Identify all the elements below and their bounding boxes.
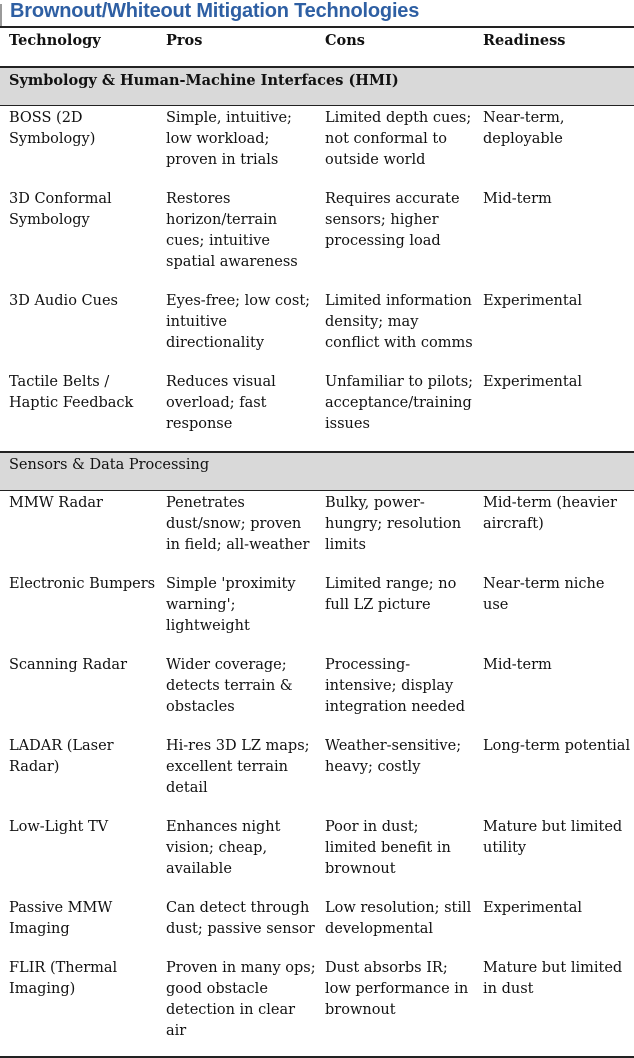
cell-readiness: Experimental [483, 374, 582, 390]
table-row [0, 653, 634, 734]
table-row [0, 491, 634, 573]
cell-readiness: Mid-term [483, 191, 552, 207]
section-header-hmi [0, 67, 634, 106]
cell-readiness: Mid-term [483, 657, 552, 673]
cell-technology: Electronic Bumpers [9, 576, 156, 592]
cell-technology: BOSS (2D Symbology) [9, 110, 96, 147]
cell-technology: Passive MMW Imaging [9, 900, 113, 937]
cell-cons: Limited information density; may conflict with comms [325, 293, 473, 351]
table-row [0, 370, 634, 452]
cell-technology: 3D Conformal Symbology [9, 191, 112, 228]
cell-cons: Limited depth cues; not conformal to outside world [325, 110, 472, 168]
cell-cons: Unfamiliar to pilots; acceptance/training issues [325, 374, 474, 432]
cell-pros: Hi-res 3D LZ maps; excellent terrain detail [166, 738, 310, 796]
section-title: Symbology & Human-Machine Interfaces (HMI) [0, 67, 634, 106]
page-edge-marker [0, 4, 2, 26]
table-row [0, 187, 634, 289]
cell-cons: Limited range; no full LZ picture [325, 576, 457, 613]
header-row [0, 27, 634, 67]
cell-readiness: Experimental [483, 293, 582, 309]
mitigation-technologies-table [0, 26, 634, 1058]
cell-technology: MMW Radar [9, 495, 103, 511]
table-row [0, 734, 634, 815]
column-header-cons: Cons [325, 32, 365, 49]
cell-pros: Can detect through dust; passive sensor [166, 900, 315, 937]
table-row [0, 572, 634, 653]
cell-pros: Simple 'proximity warning'; lightweight [166, 576, 296, 634]
cell-pros: Simple, intuitive; low workload; proven in trials [166, 110, 292, 168]
cell-cons: Bulky, power-hungry; resolution limits [325, 495, 462, 553]
cell-pros: Reduces visual overload; fast response [166, 374, 276, 432]
cell-technology: Tactile Belts / Haptic Feedback [9, 374, 134, 411]
cell-technology: LADAR (Laser Radar) [9, 738, 114, 775]
cell-readiness: Experimental [483, 900, 582, 916]
cell-pros: Restores horizon/terrain cues; intuitive spatial awareness [166, 191, 298, 270]
table-row [0, 106, 634, 188]
section-header-sensors [0, 452, 634, 491]
cell-cons: Low resolution; still developmental [325, 900, 472, 937]
cell-readiness: Mature but limited utility [483, 819, 623, 856]
cell-technology: FLIR (Thermal Imaging) [0, 956, 157, 1057]
cell-pros: Enhances night vision; cheap, available [166, 819, 281, 877]
cell-cons: Requires accurate sensors; higher processing load [325, 191, 460, 249]
table-row [0, 896, 634, 956]
table-row [0, 815, 634, 896]
cell-technology: Scanning Radar [9, 657, 127, 673]
cell-readiness: Mid-term (heavier aircraft) [483, 495, 617, 532]
cell-readiness: Mature but limited in dust [474, 956, 634, 1057]
cell-pros: Eyes-free; low cost; intuitive directionality [166, 293, 311, 351]
cell-readiness: Near-term niche use [483, 576, 605, 613]
cell-readiness: Near-term, deployable [483, 110, 565, 147]
column-header-technology: Technology [9, 32, 101, 49]
cell-pros: Wider coverage; detects terrain & obstacles [166, 657, 293, 715]
section-title: Sensors & Data Processing [0, 452, 634, 491]
cell-cons: Weather-sensitive; heavy; costly [325, 738, 462, 775]
table-row [0, 289, 634, 370]
cell-pros: Proven in many ops; good obstacle detection in clear air [157, 956, 316, 1057]
cell-technology: Low-Light TV [9, 819, 109, 835]
column-header-readiness: Readiness [483, 32, 566, 49]
cell-readiness: Long-term potential [483, 738, 631, 754]
table-row [0, 956, 634, 1057]
cell-pros: Penetrates dust/snow; proven in field; all-weather [166, 495, 310, 553]
cell-cons: Dust absorbs IR; low performance in brownout [316, 956, 474, 1057]
column-header-pros: Pros [166, 32, 203, 49]
cell-technology: 3D Audio Cues [9, 293, 118, 309]
cell-cons: Processing-intensive; display integration needed [325, 657, 466, 715]
table-title: Brownout/Whiteout Mitigation Technologies [10, 0, 420, 22]
cell-cons: Poor in dust; limited benefit in brownout [325, 819, 451, 877]
